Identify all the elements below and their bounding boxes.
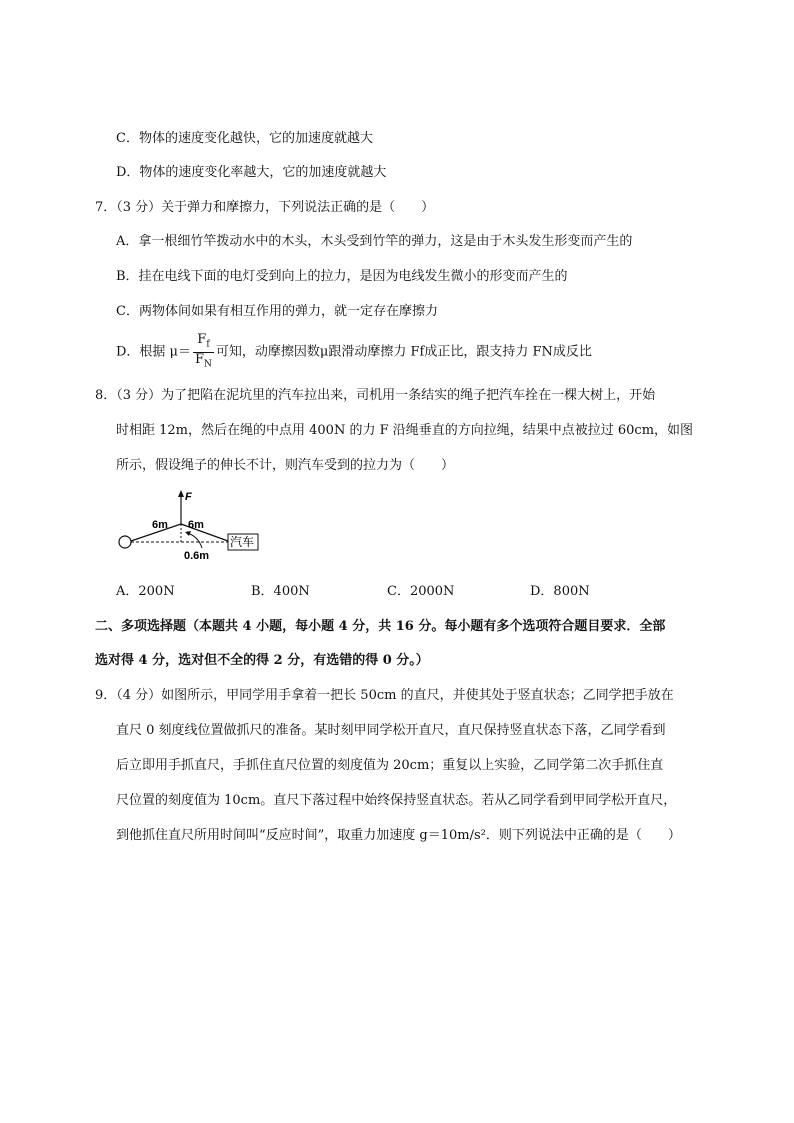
q8-stem-line2: 时相距 12m，然后在绳的中点用 400N 的力 F 沿绳垂直的方向拉绳，结果中点被拉过 60cm，如图 [116, 423, 694, 438]
q8-choice-b: B．400N [251, 584, 310, 599]
car-label: 汽车 [230, 535, 255, 549]
rope-car-diagram [114, 488, 264, 564]
q8-stem-line1: 8．（3 分）为了把陷在泥坑里的汽车拉出来，司机用一条结实的绳子把汽车拴在一棵大树上，开始 [95, 388, 656, 403]
q8-choice-c: C．2000N [387, 584, 455, 599]
q8-stem-line3: 所示，假设绳子的伸长不计，则汽车受到的拉力为（ ） [116, 458, 455, 473]
q7-option-d-prefix: D．根据 μ＝ [116, 344, 192, 360]
q6-option-c: C．物体的速度变化越快，它的加速度就越大 [116, 131, 373, 146]
offset-label: 0.6m [184, 550, 210, 562]
q9-stem-line4: 尺位置的刻度值为 10cm。直尺下落过程中始终保持竖直状态。若从乙同学看到甲同学松开直尺， [116, 793, 677, 808]
q7-stem: 7．（3 分）关于弹力和摩擦力，下列说法正确的是（ ） [95, 200, 435, 215]
fraction-denominator: F [195, 351, 205, 367]
q7-option-a: A．拿一根细竹竿拨动水中的木头，木头受到竹竿的弹力，这是由于木头发生形变而产生的 [116, 234, 633, 249]
q8-choice-d: D．800N [530, 584, 590, 599]
section2-heading-line1: 二、多项选择题（本题共 4 小题，每小题 4 分，共 16 分。每小题有多个选项符合题目要求．全部 [95, 619, 666, 634]
numerator-subscript: f [206, 339, 210, 350]
tree-circle [119, 536, 131, 548]
fraction-numerator: F [197, 332, 207, 347]
q9-stem-line1: 9．（4 分）如图所示，甲同学用手拿着一把长 50cm 的直尺，并使其处于竖直状态；乙同学把手放在 [95, 688, 674, 703]
q8-choice-a: A．200N [116, 584, 175, 599]
q7-option-c: C．两物体间如果有相互作用的弹力，就一定存在摩擦力 [116, 304, 438, 319]
force-arrow-head [178, 490, 184, 497]
q7-option-d-suffix: 可知，动摩擦因数μ跟滑动摩擦力 Ff成正比，跟支持力 FN成反比 [215, 344, 592, 360]
q6-option-d: D．物体的速度变化率越大，它的加速度就越大 [116, 165, 387, 180]
friction-coefficient-fraction [193, 333, 214, 371]
denominator-subscript: N [204, 359, 212, 370]
force-label: F [185, 491, 192, 503]
left-length-label: 6m [152, 519, 168, 531]
q9-stem-line3: 后立即用手抓直尺，手抓住直尺位置的刻度值为 20cm；重复以上实验，乙同学第二次手抓住直 [116, 758, 664, 773]
offset-arrow-head [185, 531, 191, 536]
q9-stem-line5: 到他抓住直尺所用时间叫“反应时间”，取重力加速度 g＝10m/s²．则下列说法中正确的是（ ） [116, 828, 681, 843]
q8-choices [116, 584, 590, 600]
right-length-label: 6m [188, 519, 204, 531]
q7-option-d [116, 333, 592, 371]
q9-stem-line2: 直尺 0 刻度线位置做抓尺的准备。某时刻甲同学松开直尺，直尺保持竖直状态下落，乙同学看到 [116, 723, 666, 738]
q7-option-b: B．挂在电线下面的电灯受到向上的拉力，是因为电线发生微小的形变而产生的 [116, 269, 568, 284]
section2-heading-line2: 选对得 4 分，选对但不全的得 2 分，有选错的得 0 分。） [95, 653, 429, 668]
